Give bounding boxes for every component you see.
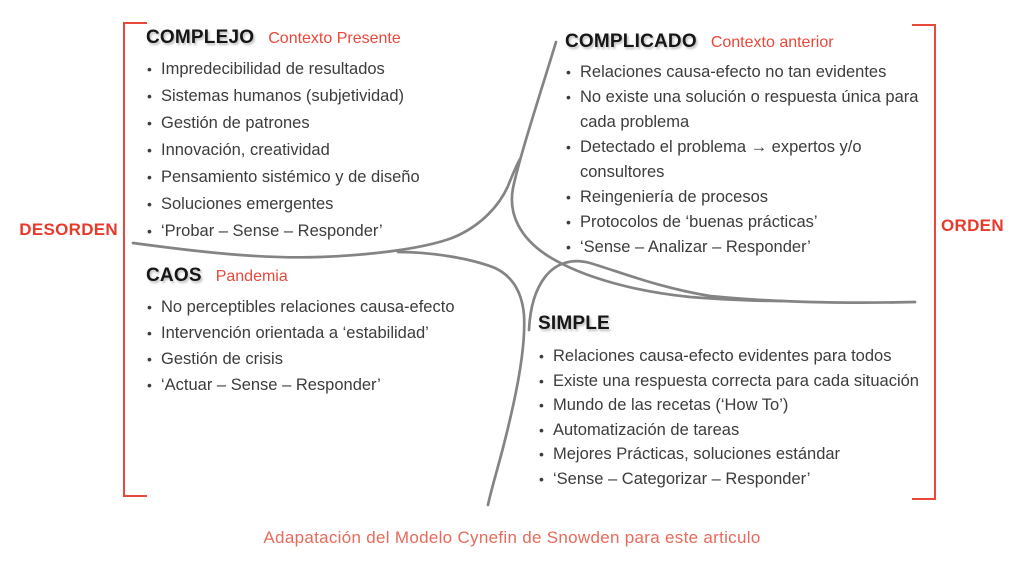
bullet-item: • Detectado el problema → expertos y/o consultores — [565, 135, 937, 185]
bullet-item: • Soluciones emergentes — [146, 191, 476, 218]
bullet-item: • Innovación, creatividad — [146, 137, 476, 164]
axis-label-desorden: DESORDEN — [19, 220, 118, 239]
quadrant-complicado — [565, 30, 937, 260]
quadrant-caos-title: CAOS — [146, 265, 202, 286]
quadrant-complicado-title: COMPLICADO — [565, 31, 697, 52]
quadrant-complicado-context-label: Contexto anterior — [710, 34, 834, 51]
quadrant-caos-context-label: Pandemia — [215, 268, 288, 285]
quadrant-complejo-header — [146, 26, 476, 51]
axis-label-orden: ORDEN — [941, 216, 1004, 235]
quadrant-simple-title: SIMPLE — [538, 313, 610, 334]
bullet-item: • Relaciones causa-efecto no tan evidentes — [565, 60, 937, 85]
bullet-item: • Sistemas humanos (subjetividad) — [146, 83, 476, 110]
bullet-item: • Automatización de tareas — [538, 418, 930, 443]
bullet-item: • Relaciones causa-efecto evidentes para todos — [538, 344, 930, 369]
bullet-item: • Existe una respuesta correcta para cada situación — [538, 369, 930, 394]
quadrant-complicado-header — [565, 30, 937, 55]
quadrant-complicado-bullets — [565, 60, 937, 260]
quadrant-complejo-bullets — [146, 56, 476, 245]
quadrant-simple — [538, 312, 930, 491]
quadrant-complejo-context-label: Contexto Presente — [268, 30, 401, 47]
bullet-item: • ‘Sense – Categorizar – Responder’ — [538, 467, 930, 492]
bullet-item: • No perceptibles relaciones causa-efecto — [146, 294, 516, 320]
quadrant-simple-bullets — [538, 344, 930, 491]
bullet-item: • ‘Actuar – Sense – Responder’ — [146, 372, 516, 398]
left-bracket — [123, 22, 147, 497]
bullet-item: • Mejores Prácticas, soluciones estándar — [538, 442, 930, 467]
bullet-item: • Intervención orientada a ‘estabilidad’ — [146, 320, 516, 346]
bullet-item: • Reingeniería de procesos — [565, 185, 937, 210]
bullet-item: • Gestión de crisis — [146, 346, 516, 372]
quadrant-caos-bullets — [146, 294, 516, 398]
quadrant-caos-header — [146, 264, 516, 289]
bullet-item: • ‘Probar – Sense – Responder’ — [146, 218, 476, 245]
bullet-item: • Protocolos de ‘buenas prácticas’ — [565, 210, 937, 235]
bullet-item: • Impredecibilidad de resultados — [146, 56, 476, 83]
quadrant-complejo — [146, 26, 476, 245]
bullet-item: • Pensamiento sistémico y de diseño — [146, 164, 476, 191]
bullet-item: • ‘Sense – Analizar – Responder’ — [565, 235, 937, 260]
quadrant-caos — [146, 264, 516, 398]
bullet-item: • No existe una solución o respuesta única para cada problema — [565, 85, 937, 135]
diagram-caption: Adapatación del Modelo Cynefin de Snowden para este articulo — [263, 528, 761, 547]
quadrant-simple-header — [538, 312, 930, 336]
bullet-item: • Gestión de patrones — [146, 110, 476, 137]
bullet-item: • Mundo de las recetas (‘How To’) — [538, 393, 930, 418]
quadrant-complejo-title: COMPLEJO — [146, 27, 255, 48]
